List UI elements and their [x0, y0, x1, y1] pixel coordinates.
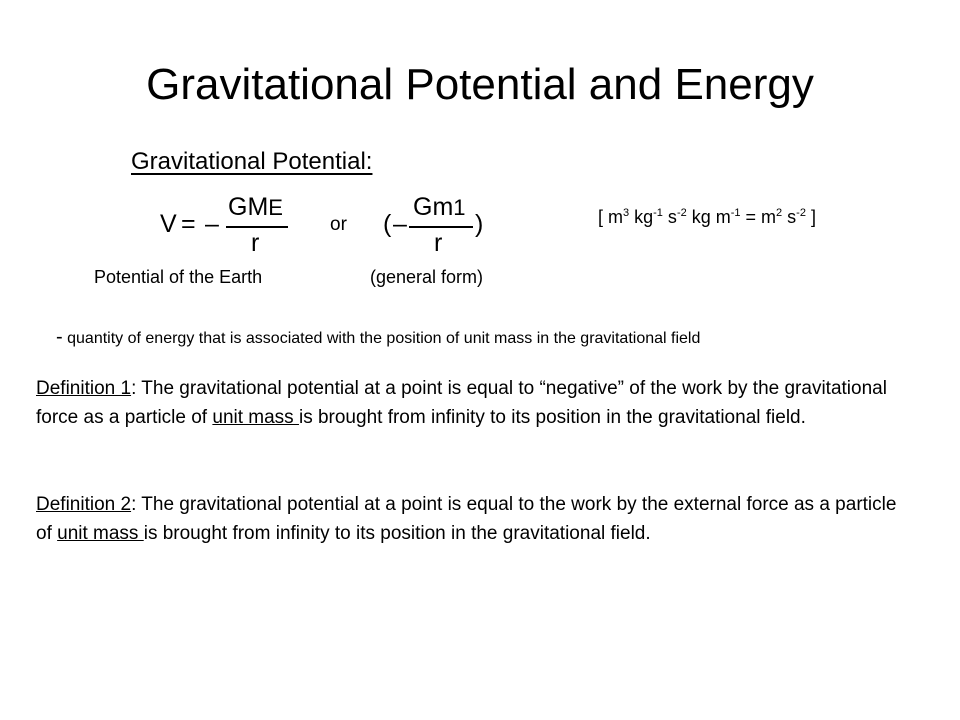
- fraction-bar: [226, 226, 288, 228]
- equation-numerator: GME: [228, 193, 283, 221]
- definition-1-label: Definition 1: [36, 378, 132, 399]
- equation-numerator: Gm1: [413, 193, 466, 221]
- definition-2-label: Definition 2: [36, 494, 132, 515]
- equation-denominator: r: [434, 229, 443, 257]
- definition-1: Definition 1: The gravitational potential at a point is equal to “negative” of the work by the gravitational force as a particle of unit mass is brought from infinity to its position in the gravitational field.: [36, 378, 887, 428]
- slide-title: Gravitational Potential and Energy: [146, 60, 814, 109]
- equation-connector: or: [330, 214, 347, 235]
- equation-lhs: V: [160, 210, 177, 238]
- equation-equals: =: [181, 210, 196, 238]
- fraction-bar: [409, 226, 473, 228]
- caption-earth: Potential of the Earth: [94, 267, 263, 287]
- equation-minus: –: [205, 210, 219, 238]
- units-annotation: [ $m^3$ $kg^{-1}$ $s^{-2}$ kg $m^{-1} = m^2$ $s^{-2}$ ]: [598, 207, 816, 227]
- equation-minus: –: [393, 210, 407, 238]
- close-paren: ): [475, 210, 484, 238]
- open-paren: (: [383, 210, 392, 238]
- equation-denominator: r: [251, 229, 260, 257]
- definition-2: Definition 2: The gravitational potential at a point is equal to the work by the external force as a particle of unit mass is brought from infinity to its position in the gravitational field.: [36, 494, 897, 544]
- section-heading: Gravitational Potential:: [131, 148, 373, 175]
- caption-general: (general form): [370, 267, 484, 287]
- description-line: - quantity of energy that is associated with the position of unit mass in the gravitational field: [56, 326, 701, 348]
